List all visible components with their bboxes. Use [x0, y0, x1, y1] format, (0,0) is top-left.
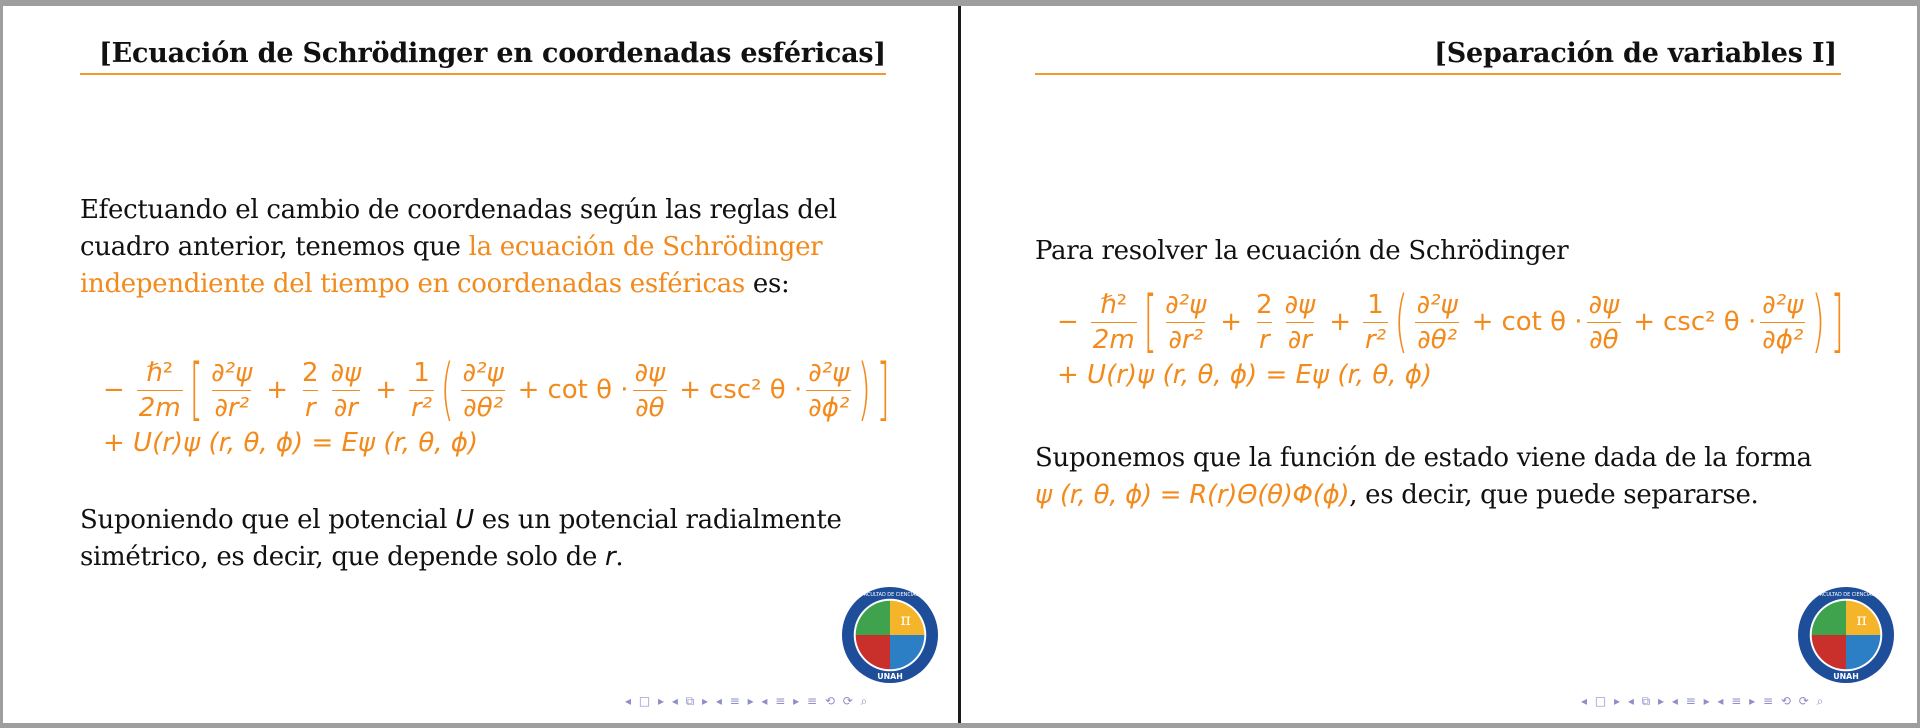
svg-text:UNAH: UNAH: [877, 672, 903, 682]
dpsi-dtheta-fraction: $\frac{\partial\psi}{\partial\theta}$: [634, 357, 666, 423]
svg-text:FACULTAD DE CIENCIAS: FACULTAD DE CIENCIAS: [861, 591, 919, 598]
svg-text:UNAH: UNAH: [1833, 672, 1859, 682]
slide-2-closing-paragraph: Suponemos que la función de estado viene dada de la forma ψ (r, θ, ϕ) = R(r)Θ(θ)Φ(ϕ), es decir, que puede separarse.: [1035, 443, 1812, 510]
d2psi-dphi2-fraction: $\frac{\text{∂²ψ}}{\text{∂ϕ²}}$: [808, 357, 850, 423]
title-rule: [1035, 73, 1841, 75]
d2psi-dtheta2-fraction: $\frac{\text{∂²ψ}}{\text{∂θ²}}$: [462, 357, 504, 423]
slide-2-title: [Separación de variables I]: [1434, 38, 1837, 69]
r-symbol: r: [605, 542, 616, 572]
right-paren: ): [857, 350, 872, 429]
slide-1-title: [Ecuación de Schrödinger en coordenadas esféricas]: [99, 38, 886, 69]
unah-faculty-logo: [841, 586, 939, 684]
beamer-navigation-bar[interactable]: ◂ □ ▸ ◂ ⧉ ▸ ◂ ≡ ▸ ◂ ≡ ▸ ≡ ⟲ ⟳ ⌕: [625, 694, 870, 708]
hbar-fraction: $\frac{\text{ℏ²}}{2m}$: [138, 357, 181, 423]
slide-2: [961, 6, 1917, 723]
dpsi-dr-fraction: $\frac{\partial\psi}{\partial r}$: [330, 357, 362, 423]
left-paren: (: [440, 350, 455, 429]
intro-text: Efectuando el cambio de coordenadas según las reglas del cuadro anterior, tenemos que: [80, 195, 837, 262]
left-bracket: [: [189, 350, 203, 429]
svg-text:π: π: [900, 610, 911, 630]
slide-1-intro-paragraph: [80, 192, 900, 303]
equation-line-1: − $\frac{\text{ℏ²}}{2m}$ [ $\frac{\text{∂²ψ}}{\text{∂r²}}$ + $\frac{2}{r}$ $\frac{\partial\psi}{\partial r}$ + $\frac{1}{\text{r²}}$ ( $\frac{\text{∂²ψ}}{\text{∂θ²}}$ + cot θ · $\frac{\partial\psi}{\partial\theta}$ + csc² θ · $\frac{\text{∂²ψ}}{\text{∂ϕ²}}$ ) ]: [1057, 282, 1844, 361]
equation-line-2: + U(r)ψ (r, θ, ϕ) = Eψ (r, θ, ϕ): [103, 428, 479, 458]
two-over-r-fraction: $\frac{2}{r}$: [302, 357, 319, 423]
intro-end: es:: [744, 269, 790, 299]
svg-text:FACULTAD DE CIENCIAS: FACULTAD DE CIENCIAS: [1817, 591, 1875, 598]
minus-sign: −: [103, 375, 125, 405]
equation-line-2: + U(r)ψ (r, θ, ϕ) = Eψ (r, θ, ϕ): [1057, 360, 1433, 390]
slide-1-closing-paragraph: Suponiendo que el potencial U es un potencial radialmente simétrico, es decir, que depende solo de r.: [80, 505, 842, 572]
schrodinger-equation-2: [1057, 282, 1846, 390]
slide-2-intro-paragraph: Para resolver la ecuación de Schrödinger: [1035, 236, 1569, 266]
unah-faculty-logo: [1797, 586, 1895, 684]
title-rule: [80, 73, 886, 75]
schrodinger-equation-1: [103, 350, 892, 458]
csc-term: csc² θ ·: [708, 375, 803, 405]
right-bracket: ]: [876, 350, 890, 429]
beamer-navigation-bar[interactable]: ◂ □ ▸ ◂ ⧉ ▸ ◂ ≡ ▸ ◂ ≡ ▸ ≡ ⟲ ⟳ ⌕: [1581, 694, 1826, 708]
slide-1: [3, 6, 959, 723]
highlighted-text: la ecuación de Schrödinger independiente del tiempo en coordenadas esféricas: [80, 232, 823, 299]
separable-wavefunction: ψ (r, θ, ϕ) = R(r)Θ(θ)Φ(ϕ): [1035, 480, 1350, 510]
potential-symbol: U: [455, 505, 474, 535]
svg-text:π: π: [1856, 610, 1867, 630]
d2psi-dr2-fraction: $\frac{\text{∂²ψ}}{\text{∂r²}}$: [211, 357, 253, 423]
equation-line-1: − $\frac{\text{ℏ²}}{2m}$ [ $\frac{\text{∂²ψ}}{\text{∂r²}}$ + $\frac{2}{r}$ $\frac{\partial\psi}{\partial r}$ + $\frac{1}{\text{r²}}$ ( $\frac{\text{∂²ψ}}{\text{∂θ²}}$ + cot θ · $\frac{\partial\psi}{\partial\theta}$ + csc² θ · $\frac{\text{∂²ψ}}{\text{∂ϕ²}}$ ) ]: [103, 350, 890, 429]
cot-term: cot θ ·: [547, 375, 629, 405]
one-over-r2-fraction: $\frac{1}{\text{r²}}$: [410, 357, 433, 423]
